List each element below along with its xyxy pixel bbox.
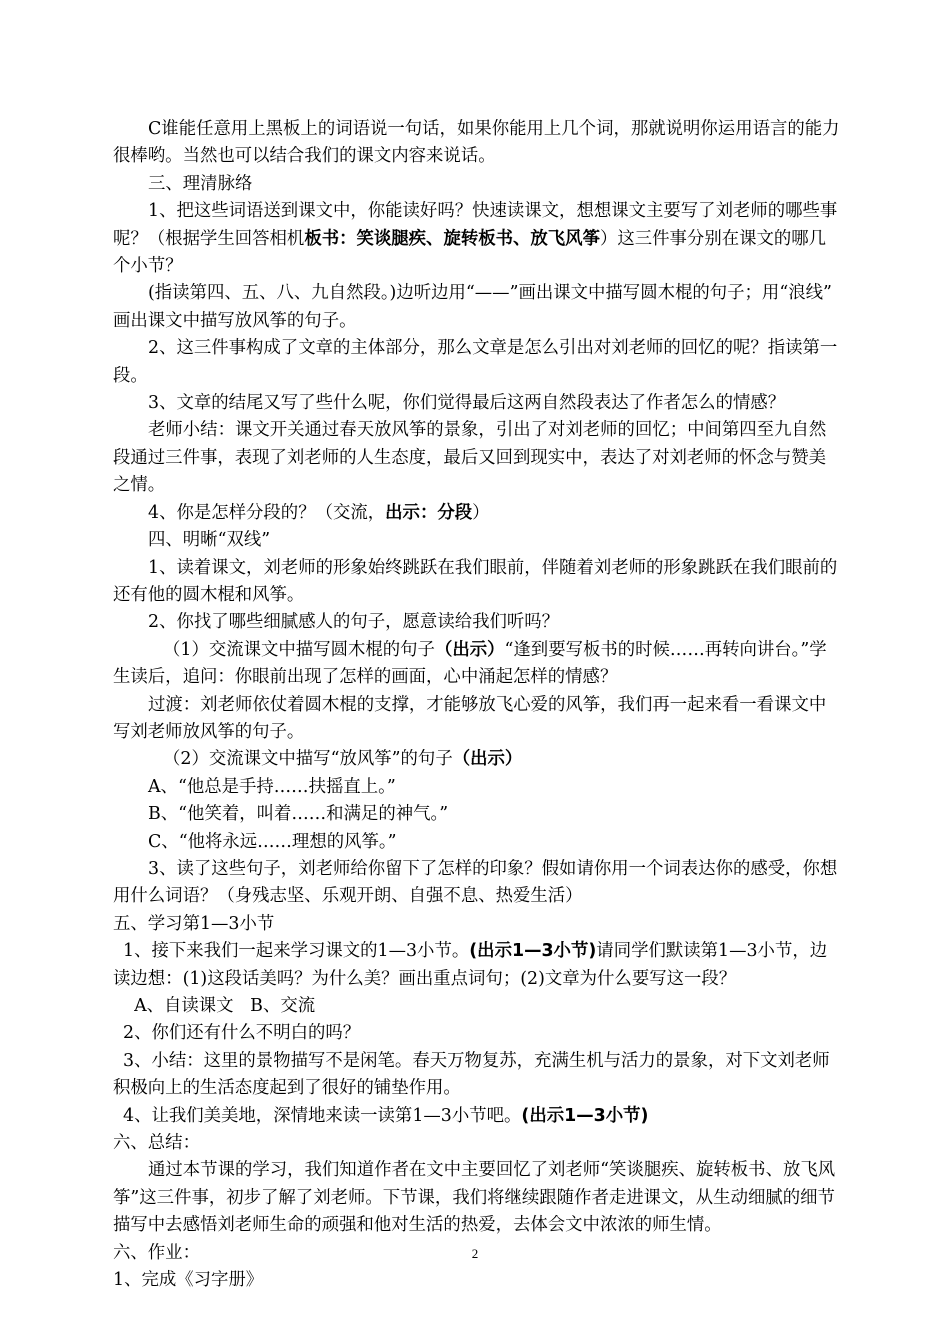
bold-text-run: (出示1—3小节) — [469, 941, 597, 962]
bold-text-run: （出示） — [452, 749, 523, 770]
paragraph — [113, 1048, 843, 1103]
document-body — [113, 116, 843, 1294]
text-run: C谁能任意用上黑板上的词语说一句话，如果你能用上几个词，那就说明你运用语言的能力很棒哟。当然也可以结合我们的课文内容来说话。 — [113, 119, 840, 167]
page-number: 2 — [471, 1246, 479, 1261]
paragraph — [113, 417, 843, 499]
text-run: 3、读了这些句子，刘老师给你留下了怎样的印象？假如请你用一个词表达你的感受，你想用什么词语？（身残志坚、乐观开朗、自强不息、热爱生活） — [113, 858, 838, 907]
paragraph — [113, 938, 843, 993]
paragraph — [113, 280, 843, 335]
paragraph — [113, 1103, 843, 1130]
paragraph — [113, 692, 843, 747]
paragraph — [113, 555, 843, 610]
paragraph — [113, 198, 843, 280]
text-run: （2）交流课文中描写“放风筝”的句子 — [163, 749, 453, 770]
paragraph — [113, 993, 843, 1020]
paragraph — [113, 637, 843, 692]
text-run: 通过本节课的学习，我们知道作者在文中主要回忆了刘老师“笑谈腿疾、旋转板书、放飞风筝”这三件事，初步了解了刘老师。下节课，我们将继续跟随作者走进课文，从生动细腻的细节描写中去感悟刘老师生命的顽强和他对生活的热爱，去体会文中浓浓的师生情。 — [113, 1160, 836, 1236]
text-run: 2、你们还有什么不明白的吗？ — [123, 1023, 361, 1044]
paragraph — [113, 527, 843, 554]
text-run: 三、理清脉络 — [148, 173, 253, 194]
paragraph — [113, 1157, 843, 1239]
text-run: 3、文章的结尾又写了些什么呢，你们觉得最后这两自然段表达了作者怎么的情感？ — [148, 393, 786, 414]
text-run: 2、这三件事构成了文章的主体部分，那么文章是怎么引出对刘老师的回忆的呢？指读第一段。 — [113, 338, 838, 386]
text-run: 四、明晰“双线” — [148, 530, 271, 551]
paragraph — [113, 801, 843, 828]
text-run: 六、总结： — [113, 1133, 200, 1154]
paragraph — [113, 774, 843, 801]
text-run: 五、学习第1—3小节 — [113, 913, 275, 934]
paragraph — [113, 390, 843, 417]
paragraph — [113, 116, 843, 171]
text-run: ） — [472, 502, 490, 523]
text-run: （1）交流课文中描写圆木棍的句子 — [163, 639, 435, 660]
paragraph — [113, 1020, 843, 1047]
text-run: A、自读课文 B、交流 — [123, 996, 316, 1016]
text-run: 4、让我们美美地，深情地来读一读第1—3小节吧。 — [123, 1105, 522, 1126]
text-run: 1、完成《习字册》 — [113, 1270, 264, 1291]
paragraph — [113, 856, 843, 911]
paragraph — [113, 1130, 843, 1157]
text-run: 1、读着课文，刘老师的形象始终跳跃在我们眼前，伴随着刘老师的形象跳跃在我们眼前的还有他的圆木棍和风筝。 — [113, 557, 838, 605]
text-run: C、“他将永远……理想的风筝。” — [148, 831, 397, 852]
text-run: B、“他笑着，叫着……和满足的神气。” — [148, 804, 449, 825]
text-run: 3、小结：这里的景物描写不是闲笔。春天万物复苏，充满生机与活力的景象，对下文刘老师积极向上的生活态度起到了很好的铺垫作用。 — [113, 1050, 830, 1099]
paragraph — [113, 746, 843, 773]
text-run: 过渡：刘老师依仗着圆木棍的支撑，才能够放飞心爱的风筝，我们再一起来看一看课文中写刘老师放风筝的句子。 — [113, 694, 827, 742]
text-run: 老师小结：课文开关通过春天放风筝的景象，引出了对刘老师的回忆；中间第四至九自然段通过三件事，表现了刘老师的人生态度，最后又回到现实中，表达了对刘老师的怀念与赞美之情。 — [113, 420, 827, 496]
bold-text-run: 板书：笑谈腿疾、旋转板书、放飞风筝 — [304, 228, 600, 249]
text-run: “逢到要写板书的时候……再转向讲台。”学生读后，追问：你眼前出现了怎样的画面，心中涌起怎样的情感？ — [113, 639, 827, 688]
bold-text-run: 出示：分段 — [385, 502, 473, 523]
paragraph — [113, 335, 843, 390]
paragraph — [113, 1267, 843, 1294]
text-run: 4、你是怎样分段的？（交流， — [148, 502, 386, 523]
text-run: 2、你找了哪些细腻感人的句子，愿意读给我们听吗？ — [148, 612, 560, 633]
bold-text-run: （出示） — [434, 639, 505, 660]
text-run: 1、把这些词语送到课文中，你能读好吗？快速读课文，想想课文主要写了刘老师的哪些事呢？（根据学生回答相机 — [113, 201, 838, 249]
paragraph — [113, 500, 843, 527]
paragraph — [113, 829, 843, 856]
text-run: (指读第四、五、八、九自然段。)边听边用“——”画出课文中描写圆木棍的句子；用“浪线” 画出课文中描写放风筝的句子。 — [113, 283, 843, 331]
text-run: 1、接下来我们一起来学习课文的1—3小节。 — [123, 941, 470, 962]
text-run: A、“他总是手持……扶摇直上。” — [148, 776, 396, 797]
paragraph — [113, 609, 843, 636]
text-run: 六、作业： — [113, 1242, 200, 1263]
paragraph — [113, 911, 843, 938]
paragraph — [113, 171, 843, 198]
text-run: ）这三件事分别在课文的哪几个小节？ — [113, 228, 827, 277]
bold-text-run: (出示1—3小节) — [521, 1105, 649, 1126]
text-run: 请同学们默读第1—3小节，边读边想：(1)这段话美吗？为什么美？画出重点词句；(2)文章为什么要写这一段？ — [113, 941, 828, 989]
